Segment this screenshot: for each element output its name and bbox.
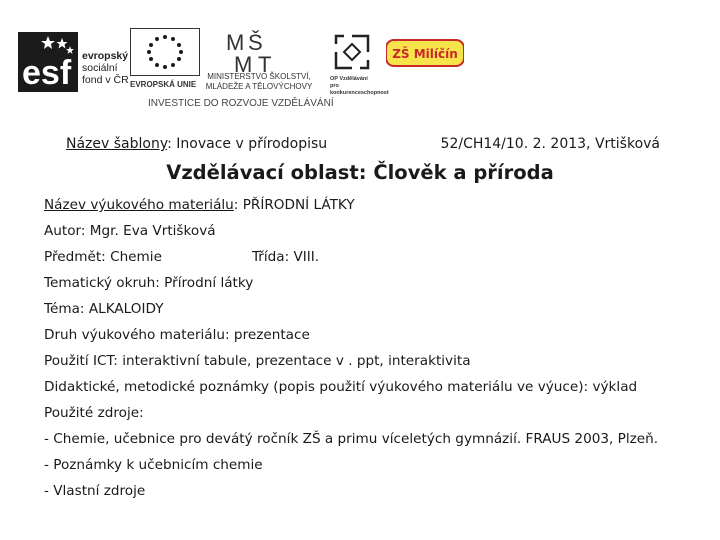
ict-row: Použití ICT: interaktivní tabule, prezentace v . ppt, interaktivita (44, 353, 471, 369)
esf-line3: fond v ČR (82, 74, 129, 86)
source-item-1: - Chemie, učebnice pro devátý ročník ZŠ a primu víceletých gymnázií. FRAUS 2003, Plzeň. (44, 431, 659, 447)
svg-text:M: M (226, 30, 245, 55)
msmt-line1: MINISTERSTVO ŠKOLSTVÍ, (207, 72, 311, 81)
eu-flag-logo (130, 28, 200, 76)
header-line (66, 136, 660, 152)
type-row: Druh výukového materiálu: prezentace (44, 327, 310, 343)
source-item-3: - Vlastní zdroje (44, 483, 146, 499)
eu-label: EVROPSKÁ UNIE (130, 80, 197, 89)
op-logo (330, 30, 374, 74)
didactic-row: Didaktické, metodické poznámky (popis použití výukového materiálu ve výuce): výklad (44, 379, 638, 395)
investice-label: INVESTICE DO ROZVOJE VZDĚLÁVÁNÍ (148, 98, 334, 109)
material-value: : PŘÍRODNÍ LÁTKY (233, 197, 355, 213)
topic-row: Téma: ALKALOIDY (44, 301, 164, 317)
op-text (330, 76, 390, 97)
template-label: Název šablony (66, 136, 168, 152)
material-label: Název výukového materiálu (44, 197, 234, 213)
material-details (44, 192, 704, 504)
svg-text:M: M (234, 52, 253, 76)
subject-grade-row (44, 244, 704, 270)
esf-text (82, 50, 129, 86)
sources-label: Použité zdroje: (44, 405, 144, 421)
school-badge-logo (386, 38, 464, 68)
template-value: : Inovace v přírodopisu (167, 136, 328, 152)
author-row: Autor: Mgr. Eva Vrtišková (44, 223, 216, 239)
op-line1: OP Vzdělávání (330, 76, 368, 82)
subject: Předmět: Chemie (44, 249, 162, 265)
msmt-line2: MLÁDEŽE A TĚLOVÝCHOVY (205, 82, 313, 91)
school-badge-text: ZŠ Milíčín (392, 47, 458, 61)
logo-banner (0, 0, 720, 115)
esf-line1: evropský (82, 50, 129, 62)
source-item-2: - Poznámky k učebnicím chemie (44, 457, 263, 473)
esf-line2: sociální (82, 62, 118, 74)
grade: Třída: VIII. (251, 249, 320, 265)
msmt-logo (224, 28, 284, 76)
op-line2: pro konkurenceschopnost (330, 83, 389, 96)
material-name-row (44, 192, 704, 218)
svg-text:T: T (258, 52, 272, 76)
reference-code: 52/CH14/10. 2. 2013, Vrtišková (440, 136, 660, 152)
thematic-row: Tematický okruh: Přírodní látky (44, 275, 254, 291)
svg-text:esf: esf (22, 54, 72, 92)
svg-text:Š: Š (248, 30, 263, 55)
area-title: Vzdělávací oblast: Člověk a příroda (166, 161, 554, 184)
msmt-text (200, 72, 318, 92)
